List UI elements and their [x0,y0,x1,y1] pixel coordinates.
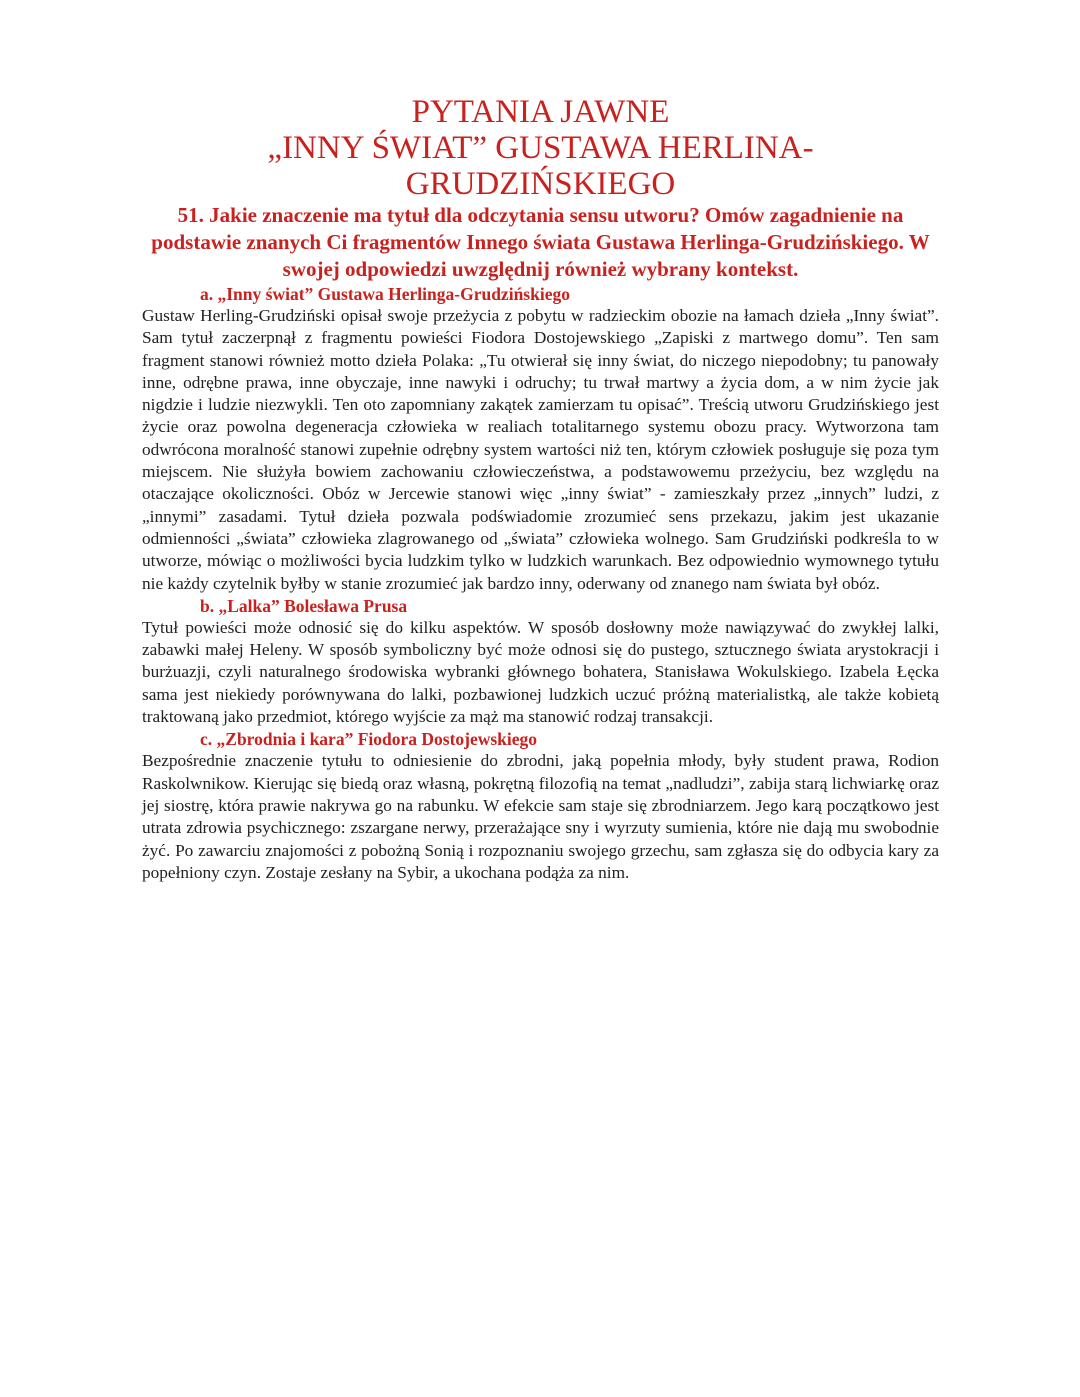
section-b [142,595,939,728]
document-title [142,94,939,202]
title-line-3: GRUDZIŃSKIEGO [405,166,676,202]
section-c-body: Bezpośrednie znaczenie tytułu to odniesienie do zbrodni, jaką popełnia młody, były student prawa, Rodion Raskolwnikow. Kierując się biedą oraz własną, pokrętną filozofią na temat „nadludzi”, zabija starą lichwiarkę oraz jej siostrę, która prawie nakrywa go na rabunku. W efekcie sam staje się zbrodniarzem. Jego karą początkowo jest utrata zdrowia psychicznego: zszargane nerwy, przerażające sny i wyrzuty sumienia, które nie dają mu swobodnie żyć. Po zawarciu znajomości z pobożną Sonią i rozpoznaniu swojego grzechu, sam zgłasza się do odbycia kary za popełniony czyn. Zostaje zesłany na Sybir, a ukochana podąża za nim. [142,751,939,882]
question-heading: 51. Jakie znaczenie ma tytuł dla odczytania sensu utworu? Omów zagadnienie na podstawie znanych Ci fragmentów Innego świata Gustawa Herlinga-Grudzińskiego. W swojej odpowiedzi uwzględnij również wybrany kontekst. [151,203,930,281]
section-c-heading: c. „Zbrodnia i kara” Fiodora Dostojewskiego [200,729,538,750]
section-a-body: Gustaw Herling-Grudziński opisał swoje przeżycia z pobytu w radzieckim obozie na łamach dzieła „Inny świat”. Sam tytuł zaczerpnął z fragmentu powieści Fiodora Dostojewskiego „Zapiski z martwego domu”. Ten sam fragment stanowi również motto dzieła Polaka: „Tu otwierał się inny świat, do niczego niepodobny; tu panowały inne, odrębne prawa, inne obyczaje, inne nawyki i odruchy; tu trwał martwy a życia dom, a w nim życie jak nigdzie i ludzie niezwykli. Ten oto zapomniany zakątek zamierzam tu opisać”. Treścią utworu Grudzińskiego jest życie oraz powolna degeneracja człowieka w realiach totalitarnego systemu obozu pracy. Wytworzona tam odwrócona moralność stanowi zupełnie odrębny system wartości niż ten, którym człowiek posługuje się poza tym miejscem. Nie służyła bowiem zachowaniu człowieczeństwa, a podstawowemu przeżyciu, bez względu na otaczające okoliczności. Obóz w Jercewie stanowi więc „inny świat” - zamieszkały przez „innych” ludzi, z „innymi” zasadami. Tytuł dzieła pozwala podświadomie zrozumieć sens przekazu, jakim jest ukazanie odmienności „świata” człowieka zlagrowanego od „świata” człowieka wolnego. Sam Grudziński podkreśla to w utworze, mówiąc o możliwości bycia ludzkim tylko w ludzkich warunkach. Bez odpowiednio wymownego tytułu nie każdy czytelnik byłby w stanie zrozumieć jak bardzo inny, oderwany od znanego nam świata był obóz. [142,306,939,593]
section-a-heading: a. „Inny świat” Gustawa Herlinga-Grudzińskiego [200,284,570,304]
title-line-1: PYTANIA JAWNE [411,94,670,130]
section-c [142,728,939,884]
section-b-body: Tytuł powieści może odnosić się do kilku aspektów. W sposób dosłowny może nawiązywać do zwykłej lalki, zabawki małej Heleny. W sposób symboliczny być może odnosi się do pustego, sztucznego świata arystokracji i burżuazji, czyli naturalnego środowiska wybranki głównego bohatera, Stanisława Wokulskiego. Izabela Łęcka sama jest niekiedy porównywana do lalki, pozbawionej ludzkich uczuć próżną materialistką, ale także kobietą traktowaną jako przedmiot, którego wyjście za mąż ma stanowić rodzaj transakcji. [142,617,939,727]
document-page [142,94,939,884]
section-b-heading: b. „Lalka” Bolesława Prusa [200,595,408,616]
section-a [142,283,939,595]
title-line-2: „INNY ŚWIAT” GUSTAWA HERLINA- [267,130,814,166]
